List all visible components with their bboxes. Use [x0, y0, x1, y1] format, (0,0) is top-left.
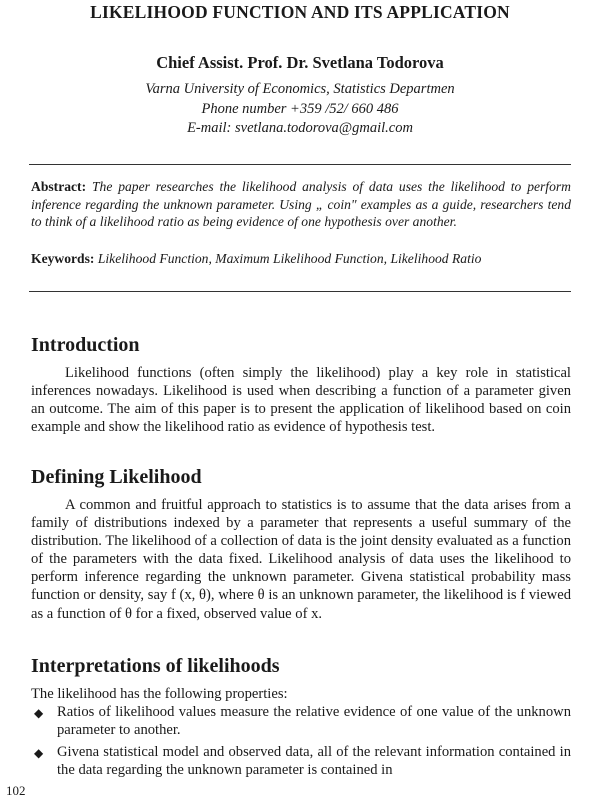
properties-list — [31, 703, 571, 783]
keywords-label: Keywords: — [31, 251, 95, 266]
black-diamond-icon: ◆ — [34, 746, 44, 761]
phone-number: Phone number +359 /52/ 660 486 — [201, 101, 399, 117]
list-item-text: Givena statistical model and observed data, all of the relevant information contained in the data regarding the unknown parameter is contained in — [57, 744, 571, 779]
list-item — [31, 703, 571, 739]
affiliation: Varna University of Economics, Statistics Departmen — [145, 81, 455, 97]
keywords-block — [31, 250, 571, 268]
abstract-block — [31, 178, 571, 231]
interpretations-intro: The likelihood has the following properties: — [31, 686, 288, 702]
keywords-text: Likelihood Function, Maximum Likelihood Function, Likelihood Ratio — [97, 251, 482, 266]
interpretations-heading: Interpretations of likelihoods — [31, 655, 280, 677]
abstract-label: Abstract: — [31, 179, 87, 194]
list-item — [31, 743, 571, 779]
author-name: Chief Assist. Prof. Dr. Svetlana Todorova — [156, 53, 444, 72]
paper-title: LIKELIHOOD FUNCTION AND ITS APPLICATION — [90, 2, 510, 22]
list-item-text: Ratios of likelihood values measure the relative evidence of one value of the unknown parameter to another. — [57, 704, 571, 739]
defining-likelihood-paragraph: A common and fruitful approach to statistics is to assume that the data arises from a family of distributions indexed by a parameter that represents a useful summary of the distribution. The likelihood of a collection of data is the joint density evaluated as a function of the parameters with the data fixed. Likelihood analysis of data uses the likelihood to perform inference regarding the unknown parameter. Givena statistical probability mass function or density, say f (x, θ), where θ is an unknown parameter, the likelihood is f viewed as a function of θ for a fixed, observed value of x. — [31, 497, 571, 622]
black-diamond-icon: ◆ — [34, 706, 44, 720]
defining-likelihood-heading: Defining Likelihood — [31, 466, 202, 488]
page-number: 102 — [6, 783, 26, 798]
introduction-heading: Introduction — [31, 334, 140, 356]
bottom-divider — [29, 291, 571, 292]
top-divider — [29, 164, 571, 165]
introduction-paragraph: Likelihood functions (often simply the likelihood) play a key role in statistical inferences nowadays. Likelihood is used when describing a function of a parameter given an outcome. The aim of this paper is to present the application of likelihood based on coin example and show the likelihood ratio as evidence of hypothesis test. — [31, 365, 571, 436]
abstract-text: The paper researches the likelihood analysis of data uses the likelihood to perform inference regarding the unknown parameter. Using „ coin" examples as a guide, researchers tend to think of a likelihood ratio as being evidence of one hypothesis over another. — [31, 179, 571, 229]
email-address: E-mail: svetlana.todorova@gmail.com — [187, 120, 413, 136]
